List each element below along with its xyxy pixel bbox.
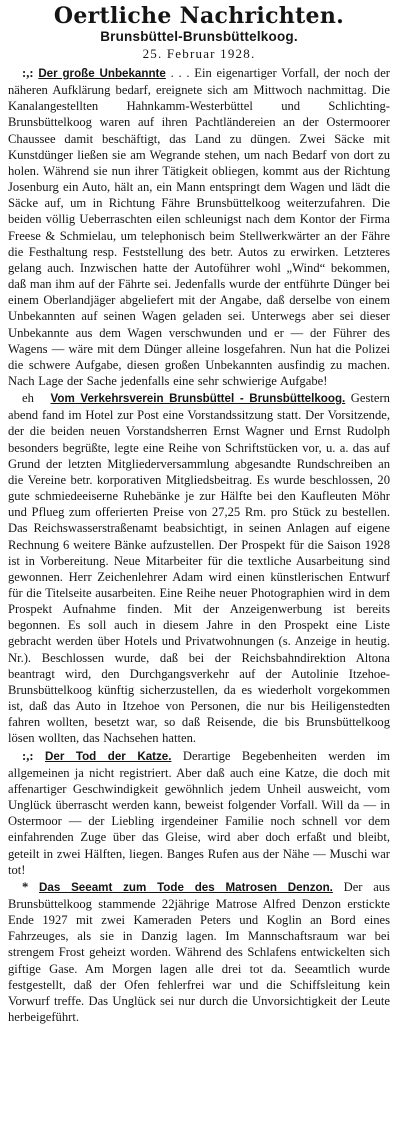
article-marker: * [22,879,29,894]
article-marker: :,: [22,748,34,763]
article-der-grosse-unbekannte [8,65,390,389]
article-body: Derartige Begebenheiten werden im allgemeinen ja nicht registriert. Aber daß auch eine Katze, die doch mit affenartiger Geschwindigkeit gewöhnlich jedem Unheil ausweicht, vom Unglück überrascht werden kann, beweist folgender Vorfall. Will da — in Ostermoor — der Liebling irgendeiner Familie noch schnell vor dem einfahrenden Zuge über das Gleise, wird aber doch erfaßt und bleibt, geteilt in zwei Hälften, liegen. Banges Rufen aus der Nähe — Muschi war tot! [8,748,390,877]
issue-date: 25. Februar 1928. [142,46,256,61]
article-headline: Das Seeamt zum Tode des Matrosen Denzon. [39,880,333,894]
article-tod-der-katze [8,748,390,878]
article-headline: Der große Unbekannte [38,67,166,80]
masthead [8,4,390,62]
article-verkehrsverein [8,390,390,746]
section-title: Oertliche Nachrichten. [53,3,345,29]
locality-heading: Brunsbüttel-Brunsbüttelkoog. [100,29,298,44]
article-body: . . . Ein eigenartiger Vorfall, der noch der näheren Aufklärung bedarf, ereignete sich am Mittwoch nachmittag. Die Kanalangestellten Hahnkamm-Westerbüttel und Schlichting-Brunsbüttelkoog waren auf ihren Pachtländereien an der Ostermoorer Chaussee damit beschäftigt, das Land zu düngen. Zwei Säcke mit Kunstdünger ließen sie am Wegrande stehen, um nach Bedarf von dort zu holen. Während sie nun ihrer Tätigkeit obliegen, kommt aus der Richtung Josenburg ein Auto, hält an, ein Mann entspringt dem Wagen und lädt die Säcke auf, um in Richtung Fähre Brunsbüttelkoog weiterzufahren. Die beiden völlig Ueberraschten eilen schleunigst nach dem Kontor der Firma Freese & Schmielau, um telephonisch beim Stellwerkwärter an der Fähre die Festhaltung resp. Feststellung des betr. Autos zu erwirken. Letzteres gelang auch. Inzwischen hatte der Autoführer wohl „Wind“ bekommen, daß man ihm auf der Fährte sei. Jedenfalls wurde der entführte Dünger bei einem Oberlandjäger abgeliefert mit der Angabe, daß derselbe von einem Unbekannten auf seinen Wagen geladen sei. Unterwegs aber sei dieser Unbekannte aus dem Wagen verschwunden und er — der Führer des Wagens — wäre mit dem Dünger alleine losgefahren. Nun hat die Polizei die schwere Aufgabe, diesen großen Unbekannten ausfindig zu machen. Nach Lage der Sache jedenfalls eine sehr schwierige Aufgabe! [8,66,390,388]
article-marker: eh [22,391,34,406]
article-headline: Vom Verkehrsverein Brunsbüttel - Brunsbüttelkoog. [50,392,346,406]
article-body: Der aus Brunsbüttelkoog stammende 22jährige Matrose Alfred Denzon erstickte Ende 1927 mit zwei Kameraden Peters und Koglin an Bord eines Fahrzeuges, als sie in Danzig lagen. Im Mannschaftsraum war bei strengem Frost geheizt worden. Während des Schlafens entwickelten sich giftige Gase. Am Morgen lagen alle drei tot da. Seeamtlich wurde festgestellt, daß der Ofen fehlerfrei war und die Schiffsleitung kein Vorwurf treffe. Das Unglück sei nur durch die Unvorsichtigkeit der Leute herbeigeführt. [8,879,390,1025]
article-marker: :,: [22,66,34,80]
article-headline: Der Tod der Katze. [45,749,172,763]
article-seeamt-denzon [8,879,390,1025]
article-body: Gestern abend fand im Hotel zur Post eine Vorstandssitzung statt. Der Vorsitzende, der die beiden neuen Vorstandsherren Ernst Wagner und Ernst Rudolph besonders begrüßte, legte eine Reihe von Schriftstücken vor, u. a. das auf Grund der letzten Mitgliederversammlung abgesandte Rundschreiben an die Vereine betr. korporativen Mitgliedsbeitrag. Es wurde beschlossen, 20 gute schmiedeeiserne Ruhebänke je zur Hälfte bei den Kaufleuten Möhr und Pflueg zum offerierten Preise von 27,25 Rm. pro Stück zu bestellen. Das Reichswasserstraßenamt beabsichtigt, in seinen Anlagen auf eigene Rechnung 6 weitere Bänke aufzustellen. Der Prospekt für die Saison 1928 ist in Vorbereitung. Neue Mitarbeiter für die textliche Ausarbeitung sind gewonnen. Herr Zeichenlehrer Adam wird einen künstlerischen Entwurf für die Titelseite ausarbeiten. Eine Reihe neuer Photographien wird in dem Prospekt Aufnahme finden. Mit der Anzeigenwerbung ist bereits begonnen. Es soll auch in diesem Jahre in den Prospekt eine Liste gebracht werden über Hotels und Privatwohnungen (s. Anzeige in heutig. Nr.). Beschlossen wurde, daß bei der Reichsbahndirektion Altona beantragt wird, den Durchgangsverkehr auf der Autolinie Itzehoe-Brunsbüttelkoog künftig sicherzustellen, da es wiederholt vorgekommen ist, daß das Auto in Itzehoe von Personen, die nur bis Heiligenstedten fahren wollten, besetzt war, so daß Reisende, die bis Brunsbüttelkoog lösen wollten, das Nachsehen hatten. [8,391,390,746]
